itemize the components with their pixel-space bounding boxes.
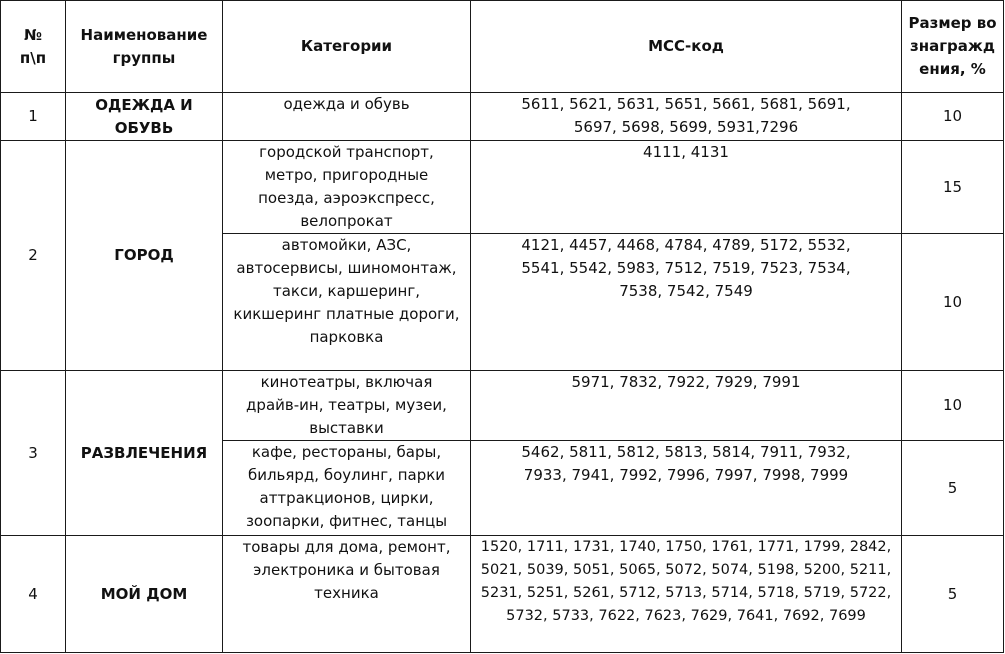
mcc-codes: 5971, 7832, 7922, 7929, 7991 [471,371,902,441]
mcc-codes: 4121, 4457, 4468, 4784, 4789, 5172, 5532, 5541, 5542, 5983, 7512, 7519, 7523, 7534, 7538, 7542, 7549 [471,234,902,371]
category-list: кинотеатры, включая драйв-ин, театры, музеи, выставки [223,371,471,441]
reward-percent: 15 [902,141,1004,234]
mcc-codes: 5462, 5811, 5812, 5813, 5814, 7911, 7932, 7933, 7941, 7992, 7996, 7997, 7998, 7999 [471,441,902,536]
row-number: 1 [1,93,66,141]
mcc-codes: 5611, 5621, 5631, 5651, 5661, 5681, 5691, 5697, 5698, 5699, 5931,7296 [471,93,902,141]
table-row [1,93,1004,141]
reward-percent: 5 [902,441,1004,536]
header-reward-size: Размер вознаграждения, % [902,1,1004,93]
header-categories: Категории [223,1,471,93]
row-number: 2 [1,141,66,371]
row-number: 4 [1,536,66,653]
reward-percent: 5 [902,536,1004,653]
header-number: № п\п [1,1,66,93]
group-name: ГОРОД [66,141,223,371]
mcc-codes: 4111, 4131 [471,141,902,234]
row-number: 3 [1,371,66,536]
category-list: одежда и обувь [223,93,471,141]
table-row [1,141,1004,234]
category-list: городской транспорт, метро, пригородные поезда, аэроэкспресс, велопрокат [223,141,471,234]
mcc-codes: 1520, 1711, 1731, 1740, 1750, 1761, 1771, 1799, 2842, 5021, 5039, 5051, 5065, 5072, 5074, 5198, 5200, 5211, 5231, 5251, 5261, 5712, 5713, 5714, 5718, 5719, 5722, 5732, 5733, 7622, 7623, 7629, 7641, 7692, 7699 [471,536,902,653]
group-name: ОДЕЖДА И ОБУВЬ [66,93,223,141]
reward-percent: 10 [902,234,1004,371]
table-row [1,371,1004,441]
reward-percent: 10 [902,93,1004,141]
category-list: кафе, рестораны, бары, бильярд, боулинг, парки аттракционов, цирки, зоопарки, фитнес, танцы [223,441,471,536]
table-row [1,536,1004,653]
header-row [1,1,1004,93]
header-group-name: Наименование группы [66,1,223,93]
group-name: РАЗВЛЕЧЕНИЯ [66,371,223,536]
reward-percent: 10 [902,371,1004,441]
category-list: товары для дома, ремонт, электроника и бытовая техника [223,536,471,653]
group-name: МОЙ ДОМ [66,536,223,653]
category-list: автомойки, АЗС, автосервисы, шиномонтаж, такси, каршеринг, кикшеринг платные дороги, парковка [223,234,471,371]
header-mcc-code: МСС-код [471,1,902,93]
